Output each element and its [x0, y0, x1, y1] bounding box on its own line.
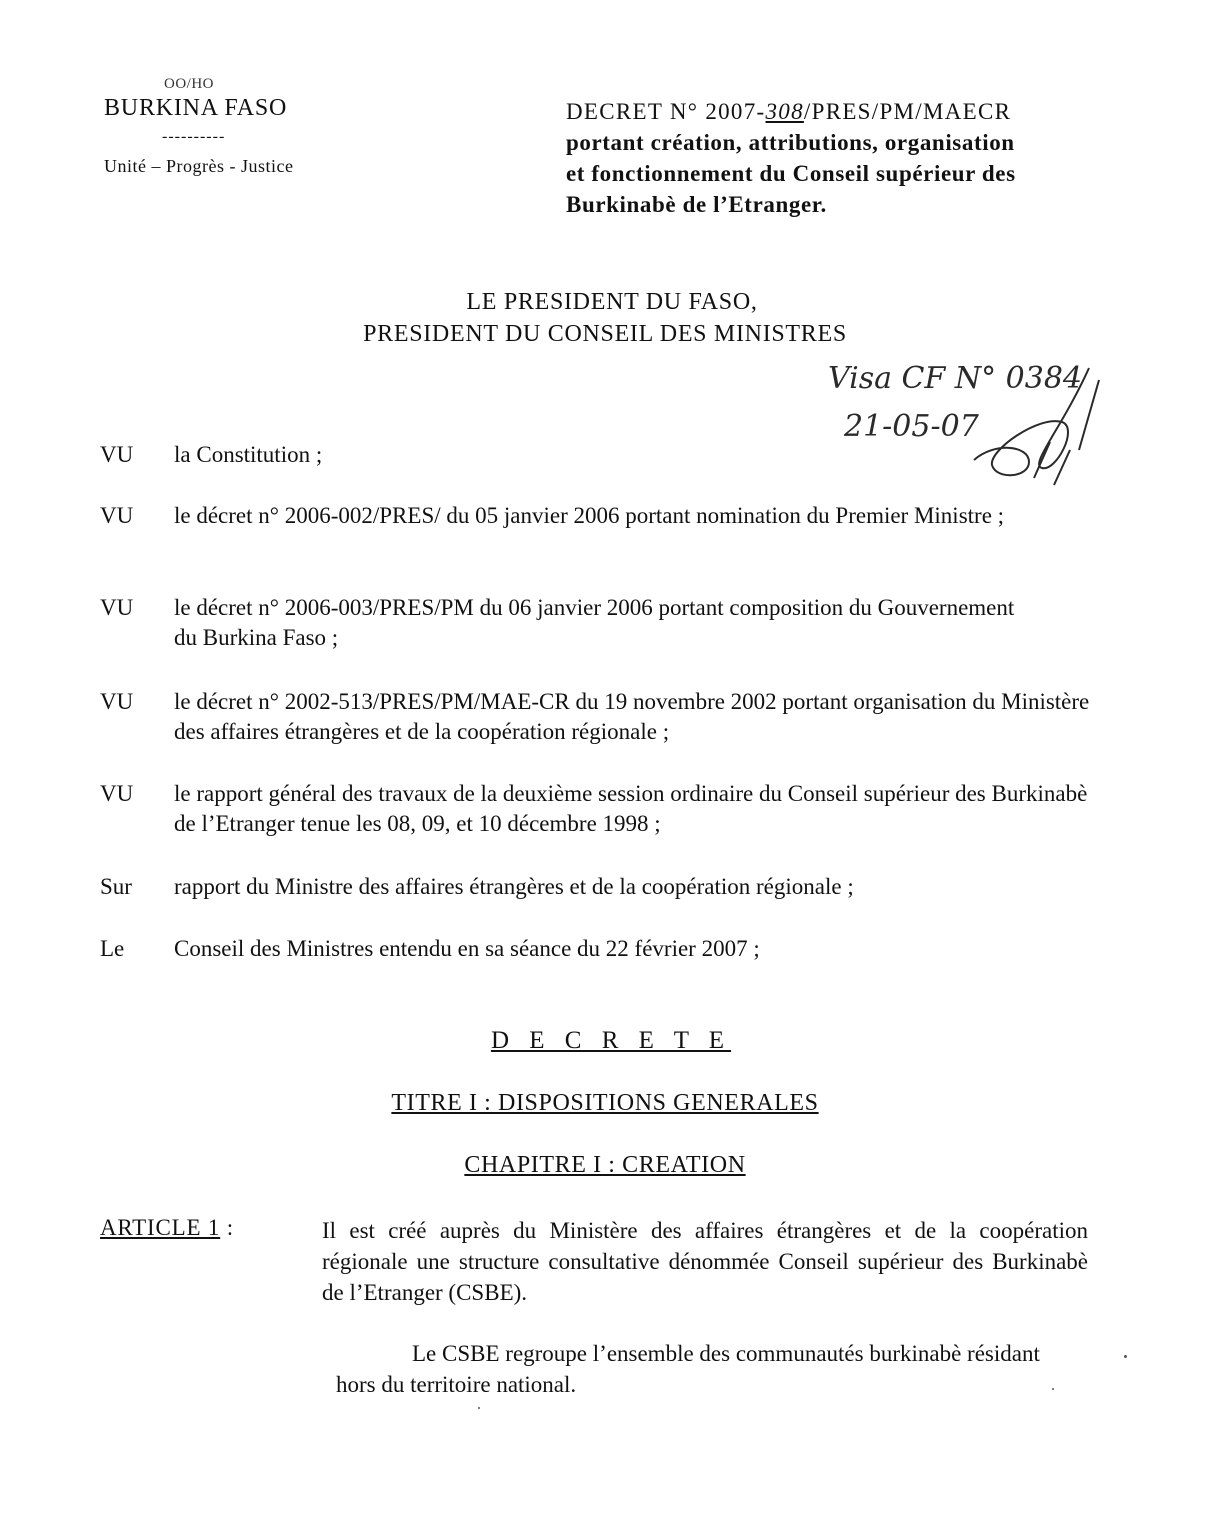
national-motto: Unité – Progrès - Justice [104, 156, 294, 176]
reference-code: OO/HO [164, 76, 214, 92]
chapitre-heading: CHAPITRE I : CREATION [464, 1152, 746, 1178]
consideration-item [100, 872, 1100, 902]
consideration-item [100, 687, 1100, 747]
president-line-2: PRESIDENT DU CONSEIL DES MINISTRES [363, 321, 847, 347]
scan-speck [1052, 1388, 1054, 1390]
consideration-text: la Constitution ; [174, 442, 323, 467]
scan-speck [478, 1407, 480, 1409]
consideration-label: VU [100, 595, 134, 620]
header-separator: ---------- [162, 128, 226, 145]
country-name: BURKINA FASO [104, 95, 288, 121]
consideration-label: VU [100, 503, 134, 528]
decree-prefix: DECRET N° 2007- [566, 99, 766, 124]
decree-title [566, 96, 1106, 127]
consideration-item [100, 934, 1100, 964]
consideration-text: le décret n° 2006-002/PRES/ du 05 janvier 2006 portant nomination du Premier Ministre ; [174, 503, 1005, 528]
consideration-label: VU [100, 689, 134, 714]
consideration-item [100, 593, 1020, 653]
consideration-label: VU [100, 781, 134, 806]
consideration-item [100, 501, 1060, 531]
consideration-label: Le [100, 936, 125, 961]
consideration-text: le décret n° 2006-003/PRES/PM du 06 janvier 2006 portant composition du Gouvernement du Burkina Faso ; [174, 595, 1015, 650]
scan-speck [1124, 1355, 1127, 1358]
decree-header [566, 96, 1106, 220]
article-label-word: ARTICLE 1 [100, 1215, 221, 1240]
consideration-label: VU [100, 442, 134, 467]
consideration-text: rapport du Ministre des affaires étrangères et de la coopération régionale ; [174, 874, 854, 899]
president-line-1: LE PRESIDENT DU FASO, [466, 289, 758, 315]
article-paragraph-2: Le CSBE regroupe l’ensemble des communautés burkinabè résidant hors du territoire national. [336, 1341, 1040, 1397]
consideration-text: le décret n° 2002-513/PRES/PM/MAE-CR du 19 novembre 2002 portant organisation du Ministère des affaires étrangères et de la coopération régionale ; [174, 689, 1090, 744]
decrete-heading: D E C R E T E [490, 1027, 732, 1054]
article-paragraph-1: Il est créé auprès du Ministère des affaires étrangères et de la coopération régionale une structure consultative dénommée Conseil supérieur des Burkinabè de l’Etranger (CSBE). [322, 1218, 1088, 1305]
article-label-colon: : [220, 1215, 234, 1240]
visa-line-2: 21-05-07 [844, 409, 979, 444]
decree-subject-line: portant création, attributions, organisation [566, 130, 1015, 155]
decree-subject-line: et fonctionnement du Conseil supérieur des [566, 161, 1016, 186]
decree-suffix: /PRES/PM/MAECR [803, 99, 1012, 124]
consideration-label: Sur [100, 874, 132, 899]
decree-subject-line: Burkinabè de l’Etranger. [566, 192, 827, 217]
consideration-text: le rapport général des travaux de la deuxième session ordinaire du Conseil supérieur des Burkinabè de l’Etranger tenue les 08, 09, et 10 décembre 1998 ; [174, 781, 1088, 836]
article-label [100, 1215, 234, 1241]
header-left [104, 76, 344, 177]
visa-line-1: Visa CF N° 0384 [828, 361, 1082, 396]
consideration-text: Conseil des Ministres entendu en sa séance du 22 février 2007 ; [174, 936, 760, 961]
decree-number: 308 [765, 99, 804, 124]
president-heading [0, 286, 1210, 350]
titre-heading: TITRE I : DISPOSITIONS GENERALES [391, 1090, 819, 1116]
consideration-item [100, 440, 1100, 470]
consideration-item [100, 779, 1100, 839]
